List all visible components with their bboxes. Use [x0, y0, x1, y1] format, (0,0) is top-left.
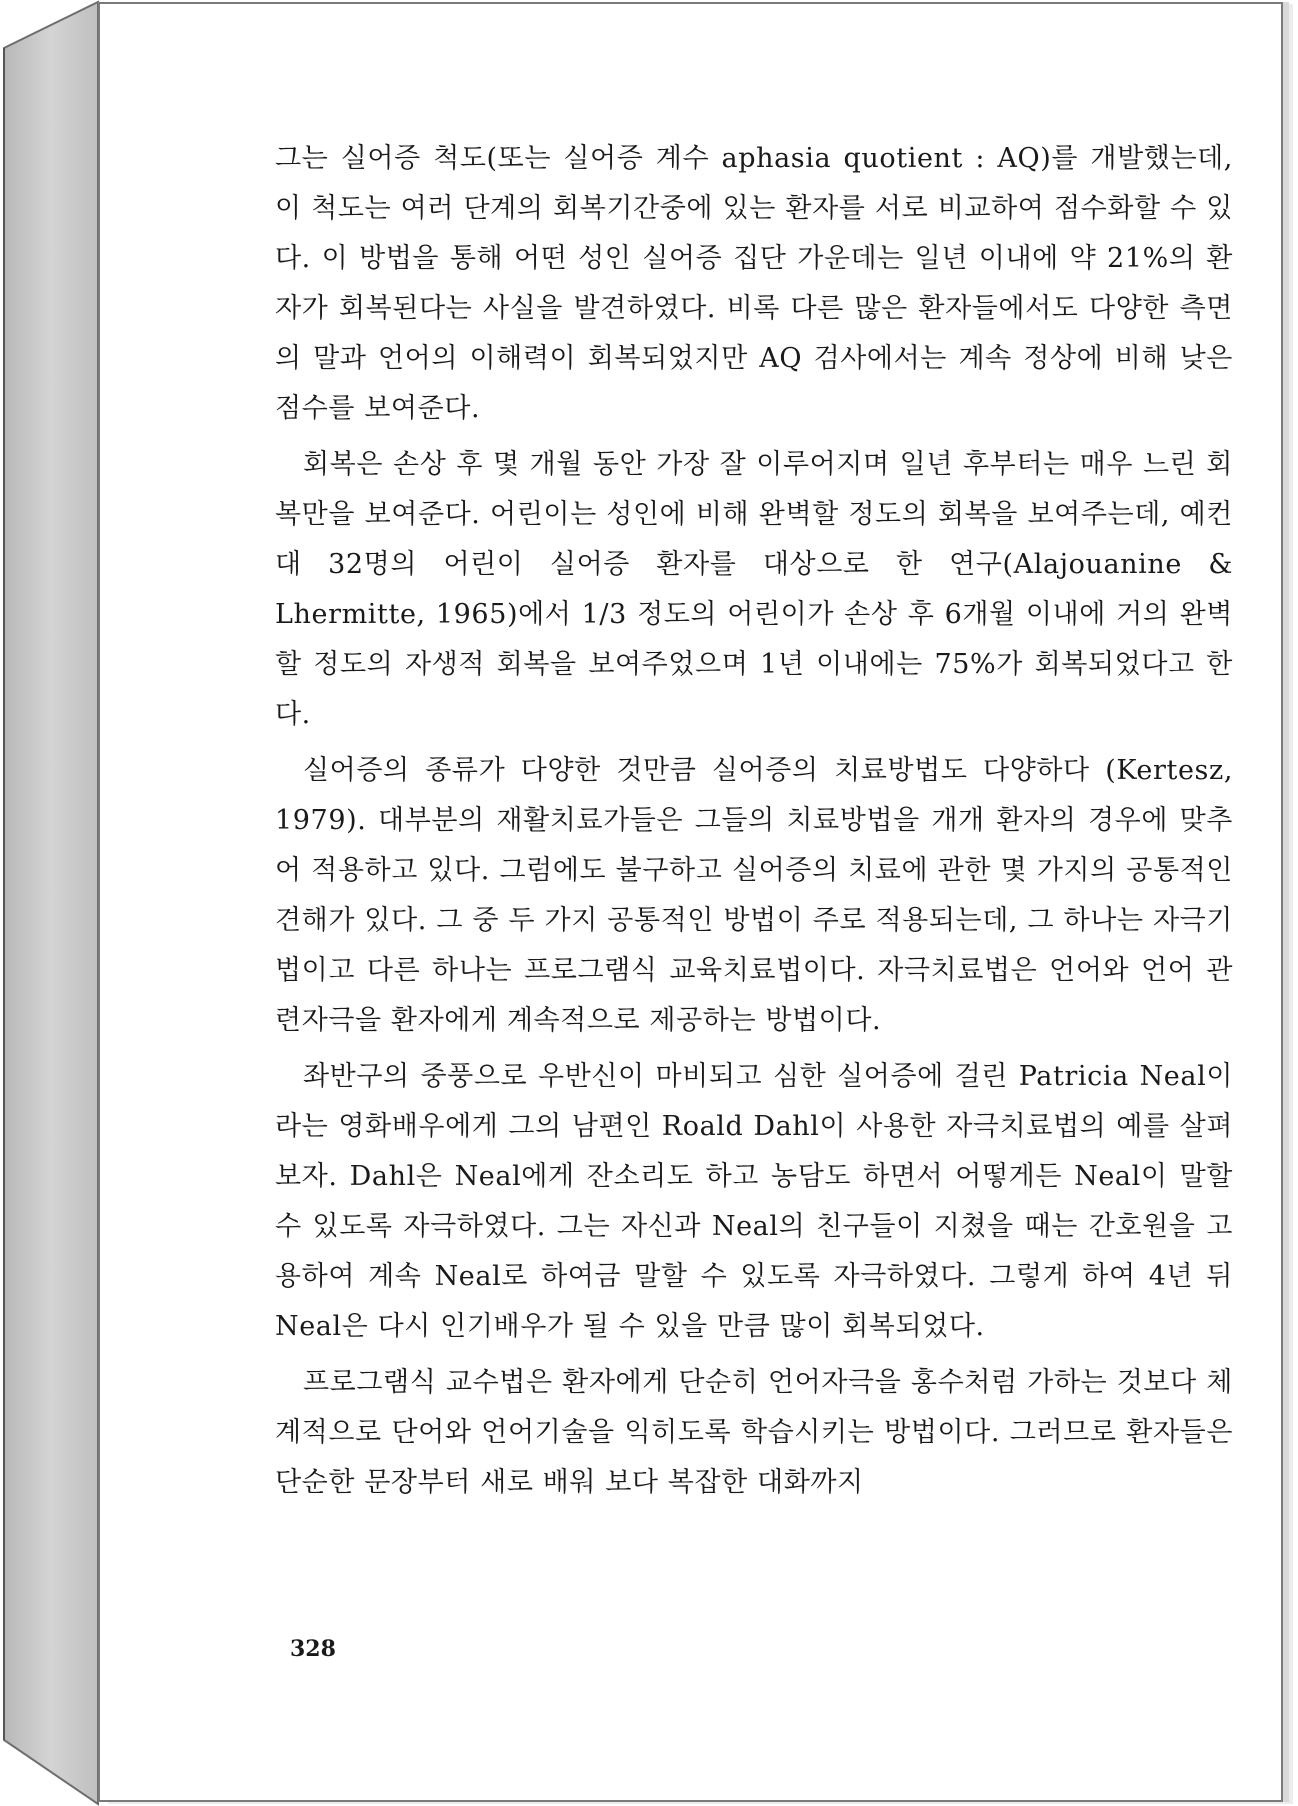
book-page: [98, 2, 1283, 1802]
paragraph-2: 회복은 손상 후 몇 개월 동안 가장 잘 이루어지며 일년 후부터는 매우 느린 회복만을 보여준다. 어린이는 성인에 비해 완벽할 정도의 회복을 보여주는데, 예컨대 32명의 어린이 실어증 환자를 대상으로 한 연구(Alajouanine & Lhermitte, 1965)에서 1/3 정도의 어린이가 손상 후 6개월 이내에 거의 완벽할 정도의 자생적 회복을 보여주었으며 1년 이내에는 75%가 회복되었다고 한다.: [275, 449, 1233, 730]
paragraph-5: 프로그램식 교수법은 환자에게 단순히 언어자극을 홍수처럼 가하는 것보다 체계적으로 단어와 언어기술을 익히도록 학습시키는 방법이다. 그러므로 환자들은 단순한 문장부터 새로 배워 보다 복잡한 대화까지: [275, 1367, 1233, 1498]
book-spine: [0, 0, 100, 1806]
page-number: 328: [290, 1636, 336, 1662]
paragraph-3: 실어증의 종류가 다양한 것만큼 실어증의 치료방법도 다양하다 (Kertesz, 1979). 대부분의 재활치료가들은 그들의 치료방법을 개개 환자의 경우에 맞추어 적용하고 있다. 그럼에도 불구하고 실어증의 치료에 관한 몇 가지의 공통적인 견해가 있다. 그 중 두 가지 공통적인 방법이 주로 적용되는데, 그 하나는 자극기법이고 다른 하나는 프로그램식 교육치료법이다. 자극치료법은 언어와 언어 관련자극을 환자에게 계속적으로 제공하는 방법이다.: [275, 755, 1233, 1036]
page-body: [275, 134, 1233, 1514]
paragraph-1: 그는 실어증 척도(또는 실어증 계수 aphasia quotient : AQ)를 개발했는데, 이 척도는 여러 단계의 회복기간중에 있는 환자를 서로 비교하여 점수화할 수 있다. 이 방법을 통해 어떤 성인 실어증 집단 가운데는 일년 이내에 약 21%의 환자가 회복된다는 사실을 발견하였다. 비록 다른 많은 환자들에서도 다양한 측면의 말과 언어의 이해력이 회복되었지만 AQ 검사에서는 계속 정상에 비해 낮은 점수를 보여준다.: [275, 143, 1233, 424]
paragraph-4: 좌반구의 중풍으로 우반신이 마비되고 심한 실어증에 걸린 Patricia Neal이라는 영화배우에게 그의 남편인 Roald Dahl이 사용한 자극치료법의 예를 살펴보자. Dahl은 Neal에게 잔소리도 하고 농담도 하면서 어떻게든 Neal이 말할 수 있도록 자극하였다. 그는 자신과 Neal의 친구들이 지쳤을 때는 간호원을 고용하여 계속 Neal로 하여금 말할 수 있도록 자극하였다. 그렇게 하여 4년 뒤 Neal은 다시 인기배우가 될 수 있을 만큼 많이 회복되었다.: [275, 1061, 1233, 1342]
